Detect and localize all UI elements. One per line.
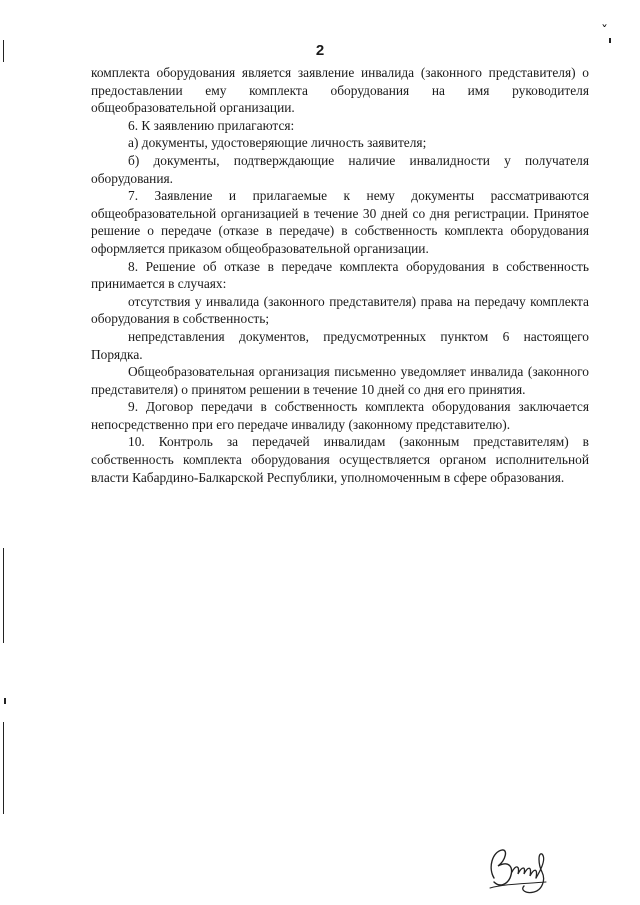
page-number: 2 xyxy=(315,42,325,59)
scan-edge-mark xyxy=(3,722,4,814)
paragraph: 8. Решение об отказе в передаче комплекта оборудования в собственность принимается в случаях: xyxy=(91,258,589,292)
document-body xyxy=(91,64,589,486)
paragraph: непредставления документов, предусмотренных пунктом 6 настоящего Порядка. xyxy=(91,328,589,362)
scan-edge-mark xyxy=(609,38,611,43)
scan-edge-mark xyxy=(4,698,6,704)
paragraph: 9. Договор передачи в собственность комплекта оборудования заключается непосредственно при его передаче инвалиду (законному представителю). xyxy=(91,399,589,432)
scan-edge-mark xyxy=(3,40,4,62)
scan-edge-mark xyxy=(3,548,4,643)
paragraph: 10. Контроль за передачей инвалидам (законным представителям) в собственность комплекта оборудования осуществляется органом исполнительной власти Кабардино-Балкарской Республики, уполномоченным в сфере образования. xyxy=(91,434,589,485)
paragraph: 7. Заявление и прилагаемые к нему документы рассматриваются общеобразовательной организацией в течение 30 дней со дня регистрации. Принятое решение о передаче (отказе в передаче) в собственность комплекта оборудования оформляется приказом общеобразовательной организации. xyxy=(91,188,589,256)
paragraph: б) документы, подтверждающие наличие инвалидности у получателя оборудования. xyxy=(91,152,589,186)
paragraph: 6. К заявлению прилагаются: xyxy=(128,117,295,133)
paragraph: комплекта оборудования является заявление инвалида (законного представителя) о предоставлении ему комплекта оборудования на имя руководителя общеобразовательной организации. xyxy=(91,65,589,116)
paragraph: Общеобразовательная организация письменно уведомляет инвалида (законного представителя) о принятом решении в течение 10 дней со дня его принятия. xyxy=(91,364,589,397)
paragraph: а) документы, удостоверяющие личность заявителя; xyxy=(128,135,427,151)
scan-corner-mark: ˇ xyxy=(601,24,608,40)
paragraph: отсутствия у инвалида (законного представителя) права на передачу комплекта оборудования в собственность; xyxy=(91,293,589,327)
handwritten-signature-icon xyxy=(480,838,560,898)
